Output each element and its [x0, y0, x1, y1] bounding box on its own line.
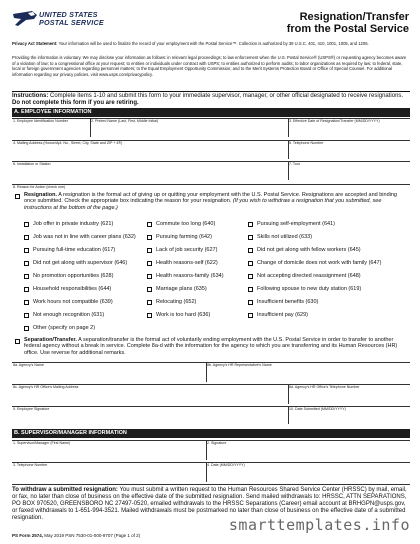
- reason-checkbox[interactable]: [147, 261, 152, 266]
- reason-label: Pursuing self-employment (641): [257, 221, 335, 227]
- reason-checkbox[interactable]: [147, 235, 152, 240]
- reason-label: Pursuing full-time education (617): [33, 247, 116, 253]
- resignation-body: A resignation is the formal act of giving up or quitting your employment with the U.S. Postal Service. Resignations are accepted and binding once submitted. Check the appropriate box indicating the reason for your resignation.: [24, 192, 397, 205]
- watermark: smarttemplates.info: [228, 516, 410, 534]
- reason-label: Relocating (652): [156, 299, 197, 305]
- instructions-text: Complete items 1-10 and submit this form to your immediate supervisor, manager, or other official designated to receive resignations.: [50, 93, 404, 99]
- withdraw-text: You must submit a written request to the Human Resources Shared Service Center (HRSSC) by mail, email, or fax, no later than close of business on the effective date of the submitted resignation. Send mailed withdrawals to: HRSSC, ATTN SEPARATIONS, PO BOX 970520, GREENSBORO NC 27497-0520, emailed withdrawals to the HRSSC Separations (Career) email account at BRHGPN@usps.gov, or faxed withdrawals to 1-651-994-3521. Mailed withdrawals must be postmarked no later than close of business on the effective date of a submitted resignation.: [12, 487, 407, 521]
- form-id: PS Form 2574,: [12, 533, 44, 538]
- field-supervisor-name[interactable]: 1. Supervisor/Manager (First Name): [12, 440, 206, 460]
- logo-line1: UNITED STATES: [39, 10, 98, 19]
- resignation-italic: (If you wish to withdraw a resignation that you submitted, see instructions at the bottom of the page.): [24, 198, 382, 211]
- divider: [90, 118, 91, 137]
- divider: [288, 161, 289, 180]
- field-reason-label: 8. Reason for Action (check one): [12, 184, 410, 192]
- divider: [206, 440, 207, 460]
- reason-label: Job was not in line with career plans (632): [33, 234, 136, 240]
- reason-label: Insufficient pay (629): [257, 312, 308, 318]
- reason-checkbox[interactable]: [147, 313, 152, 318]
- reason-label: Did not get along with fellow workers (645): [257, 247, 361, 253]
- field-installation[interactable]: 6. Installation or Station: [12, 161, 288, 180]
- reason-checkbox[interactable]: [248, 300, 253, 305]
- reason-label: Commute too long (640): [156, 221, 216, 227]
- reason-label: Skills not utilized (633): [257, 234, 313, 240]
- reason-checkbox[interactable]: [248, 274, 253, 279]
- field-employee-signature[interactable]: 9. Employee Signature: [12, 406, 288, 424]
- divider: [288, 140, 289, 159]
- reason-checkbox[interactable]: [24, 222, 29, 227]
- separation-label: Separation/Transfer.: [24, 337, 77, 343]
- field-date-submitted[interactable]: 10. Date Submitted (MM/DD/YYYY): [288, 406, 410, 424]
- withdraw-label: To withdraw a submitted resignation:: [12, 487, 118, 493]
- divider: [288, 406, 289, 424]
- divider: [12, 484, 410, 485]
- reason-label: Lack of job security (627): [156, 247, 218, 253]
- reason-checkbox[interactable]: [24, 235, 29, 240]
- reason-label: Change of domicile does not work with family (647): [257, 260, 382, 266]
- privacy-heading: Privacy Act Statement:: [12, 41, 58, 46]
- reason-checkbox[interactable]: [248, 287, 253, 292]
- field-printed-name[interactable]: 2. Printed Name (Last, First, Middle Initial): [90, 118, 288, 137]
- reason-checkbox[interactable]: [248, 235, 253, 240]
- divider: [288, 384, 289, 404]
- field-effective-date[interactable]: 3. Effective Date of Resignation/Transfer (MM/DD/YYYY): [288, 118, 410, 137]
- reason-checkbox[interactable]: [24, 326, 29, 331]
- reason-label: Not enough recognition (631): [33, 312, 105, 318]
- resignation-checkbox[interactable]: [15, 194, 20, 199]
- reason-label: Not accepting directed reassignment (648): [257, 273, 361, 279]
- reason-checkbox[interactable]: [24, 261, 29, 266]
- field-telephone[interactable]: 5. Telephone Number: [288, 140, 410, 159]
- separation-checkbox[interactable]: [15, 339, 20, 344]
- field-employee-id[interactable]: 1. Employee Identification Number: [12, 118, 90, 137]
- reason-checkbox[interactable]: [24, 300, 29, 305]
- field-supervisor-signature[interactable]: 2. Signature: [206, 440, 410, 460]
- reason-label: Did not get along with supervisor (646): [33, 260, 128, 266]
- reason-label: Work is too hard (636): [156, 312, 211, 318]
- divider: [206, 462, 207, 482]
- logo-text: [39, 11, 104, 27]
- field-supervisor-phone[interactable]: 3. Telephone Number: [12, 462, 206, 482]
- reason-checkbox[interactable]: [147, 248, 152, 253]
- reason-label: Other (specify on page 2): [33, 325, 96, 331]
- instructions: [12, 91, 410, 107]
- privacy-text1: Your information will be used to finalize the record of your employment with the Postal Service™. Collection is authorized by 39 U.S.C. 401, 410, 1001, 1005, and 1206.: [58, 41, 369, 46]
- reason-checkbox[interactable]: [248, 248, 253, 253]
- page-title: [287, 11, 409, 35]
- field-agency-hr-rep[interactable]: 8b. Agency's HR Representative's Name: [206, 362, 410, 382]
- separation-text: [24, 337, 410, 356]
- title-line1: Resignation/Transfer: [299, 11, 409, 23]
- privacy-statement: [12, 41, 410, 47]
- resignation-label: Resignation.: [24, 192, 58, 198]
- usps-logo: [12, 10, 104, 30]
- reason-checkbox[interactable]: [24, 287, 29, 292]
- form-footer: [12, 533, 140, 539]
- divider: [206, 362, 207, 382]
- field-tour[interactable]: 7. Tour: [288, 161, 410, 180]
- reason-label: Marriage plans (635): [156, 286, 207, 292]
- reason-label: Following spouse to new duty station (619): [257, 286, 362, 292]
- instructions-bold: Do not complete this form if you are retiring.: [12, 100, 139, 106]
- reason-label: Pursuing farming (642): [156, 234, 212, 240]
- field-supervisor-date[interactable]: 4. Date (MM/DD/YYYY): [206, 462, 410, 482]
- reason-checkbox[interactable]: [24, 313, 29, 318]
- reason-checkbox[interactable]: [24, 248, 29, 253]
- divider: [288, 118, 289, 137]
- reason-label: Health reasons-family (634): [156, 273, 224, 279]
- reason-checkbox[interactable]: [248, 261, 253, 266]
- reason-checkbox[interactable]: [248, 222, 253, 227]
- section-b-header: B. SUPERVISOR/MANAGER INFORMATION: [12, 429, 410, 438]
- reason-label: No promotion opportunities (628): [33, 273, 114, 279]
- reason-label: Household responsibilities (644): [33, 286, 112, 292]
- logo-line2: POSTAL SERVICE: [39, 18, 104, 27]
- reason-checkbox[interactable]: [248, 313, 253, 318]
- reason-label: Job offer in private industry (621): [33, 221, 114, 227]
- reason-checkbox[interactable]: [147, 222, 152, 227]
- separation-body: A separation/transfer is the formal act of voluntarily ending employment with the U.S. Postal Service in order to transfer to another federal agency without a break in service. Complete 8a-d with the information for the agency to which you are transferring and its Human Resources (HR) office. Use reverse for additional remarks.: [24, 337, 398, 356]
- section-a-header: A. EMPLOYEE INFORMATION: [12, 108, 410, 117]
- reason-checkbox[interactable]: [24, 274, 29, 279]
- eagle-icon: [12, 10, 38, 28]
- field-mailing-address[interactable]: 4. Mailing Address (House/Apt. No., Street, City, State and ZIP + 4®): [12, 140, 288, 159]
- privacy-text2: Providing the information is voluntary. We may disclose your information as follows: in relevant legal proceedings; to law enforcement when the U.S. Postal Service® (USPS®) or requesting agency becomes aware of a violation of law; to a congressional office at your request; to entities or individuals under contract with USPS; to entities authorized to perform audits; to labor organizations as required by law; to federal, state, local or foreign government agencies regarding personnel matters; to the Equal Employment Opportunity Commission; and to the Merit Systems Protection Board or Office of Special Counsel. For additional information regarding our privacy policies, visit www.usps.com/privacypolicy.: [12, 55, 407, 77]
- reason-checkbox[interactable]: [147, 287, 152, 292]
- reason-label: Insufficient benefits (630): [257, 299, 319, 305]
- field-agency-name[interactable]: 8a. Agency's Name: [12, 362, 206, 382]
- form-info: May 2019 PSN 7530-01-000-9707 (Page 1 of 2): [44, 533, 141, 538]
- field-agency-hr-address[interactable]: 8c. Agency's HR Office's Mailing Address: [12, 384, 288, 404]
- instructions-label: Instructions:: [12, 93, 49, 99]
- reason-checkbox[interactable]: [147, 274, 152, 279]
- reason-label: Health reasons-self (622): [156, 260, 218, 266]
- reason-checkbox[interactable]: [147, 300, 152, 305]
- field-agency-hr-phone[interactable]: 8d. Agency's HR Office's Telephone Number: [288, 384, 410, 404]
- title-line2: from the Postal Service: [286, 23, 409, 35]
- resignation-text: [24, 192, 410, 211]
- reason-label: Work hours not compatible (639): [33, 299, 113, 305]
